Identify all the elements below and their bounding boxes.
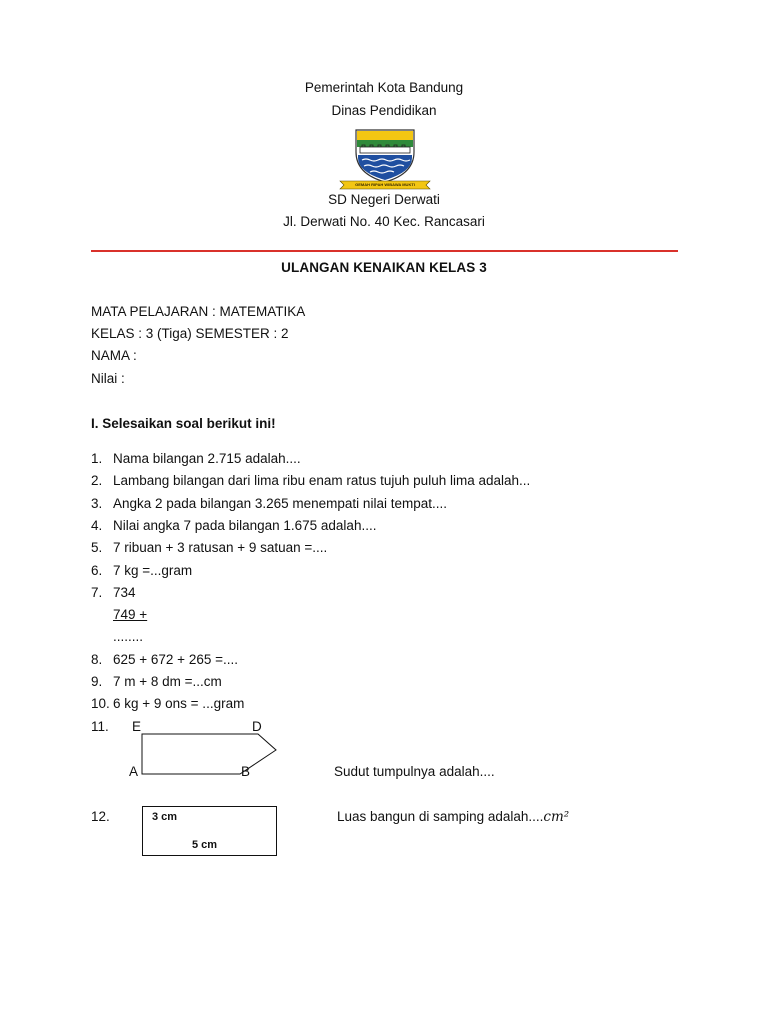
question-11-number: 11.	[91, 719, 109, 734]
question-7-number: 7.	[91, 585, 103, 600]
question-6-text: 7 kg =...gram	[113, 563, 193, 578]
question-7-line1: 734	[113, 585, 136, 600]
header-line-government: Pemerintah Kota Bandung	[304, 80, 464, 95]
question-12-text: Luas bangun di samping adalah....	[337, 809, 544, 824]
question-12-rect-length-label: 5 cm	[192, 839, 218, 851]
info-subject: MATA PELAJARAN : MATEMATIKA	[91, 304, 306, 319]
header-divider	[91, 250, 678, 252]
question-11-label-a: A	[129, 764, 139, 779]
info-name: NAMA :	[91, 348, 137, 363]
question-9-text: 7 m + 8 dm =...cm	[113, 674, 222, 689]
question-7-line2: 749 +	[113, 607, 148, 622]
school-address: Jl. Derwati No. 40 Kec. Rancasari	[283, 214, 485, 229]
question-5-text: 7 ribuan + 3 ratusan + 9 satuan =....	[113, 540, 328, 555]
question-2-text: Lambang bilangan dari lima ribu enam ratus tujuh puluh lima adalah...	[113, 473, 531, 488]
question-11-label-d: D	[252, 719, 262, 734]
question-11-pentagon	[140, 732, 280, 776]
question-12-number: 12.	[91, 809, 110, 824]
section-title: I. Selesaikan soal berikut ini!	[91, 416, 276, 431]
question-4-text: Nilai angka 7 pada bilangan 1.675 adalah....	[113, 518, 377, 533]
question-10-number: 10.	[91, 696, 110, 711]
exam-title: ULANGAN KENAIKAN KELAS 3	[281, 260, 487, 275]
bandung-emblem	[338, 124, 432, 190]
info-class: KELAS : 3 (Tiga) SEMESTER : 2	[91, 326, 289, 341]
question-8-text: 625 + 672 + 265 =....	[113, 652, 238, 667]
header-line-department: Dinas Pendidikan	[331, 103, 437, 118]
school-name: SD Negeri Derwati	[328, 192, 440, 207]
question-8-number: 8.	[91, 652, 103, 667]
question-11-text: Sudut tumpulnya adalah....	[334, 764, 495, 779]
question-11-label-e: E	[132, 719, 142, 734]
question-12-unit: cm²	[543, 809, 570, 825]
question-12-rect-width-label: 3 cm	[152, 811, 178, 823]
emblem-motto: GEMAH RIPAH WIBAWA MUKTI	[355, 182, 415, 187]
question-2-number: 2.	[91, 473, 103, 488]
question-6-number: 6.	[91, 563, 103, 578]
question-9-number: 9.	[91, 674, 103, 689]
question-3-text: Angka 2 pada bilangan 3.265 menempati nilai tempat....	[113, 496, 447, 511]
question-1-number: 1.	[91, 451, 103, 466]
question-11-label-b: B	[241, 764, 251, 779]
question-12-text-wrap	[337, 809, 569, 825]
question-5-number: 5.	[91, 540, 103, 555]
question-3-number: 3.	[91, 496, 103, 511]
question-4-number: 4.	[91, 518, 103, 533]
info-score: Nilai :	[91, 371, 125, 386]
question-1-text: Nama bilangan 2.715 adalah....	[113, 451, 301, 466]
question-10-text: 6 kg + 9 ons = ...gram	[113, 696, 245, 711]
question-7-line3: ........	[113, 629, 144, 644]
